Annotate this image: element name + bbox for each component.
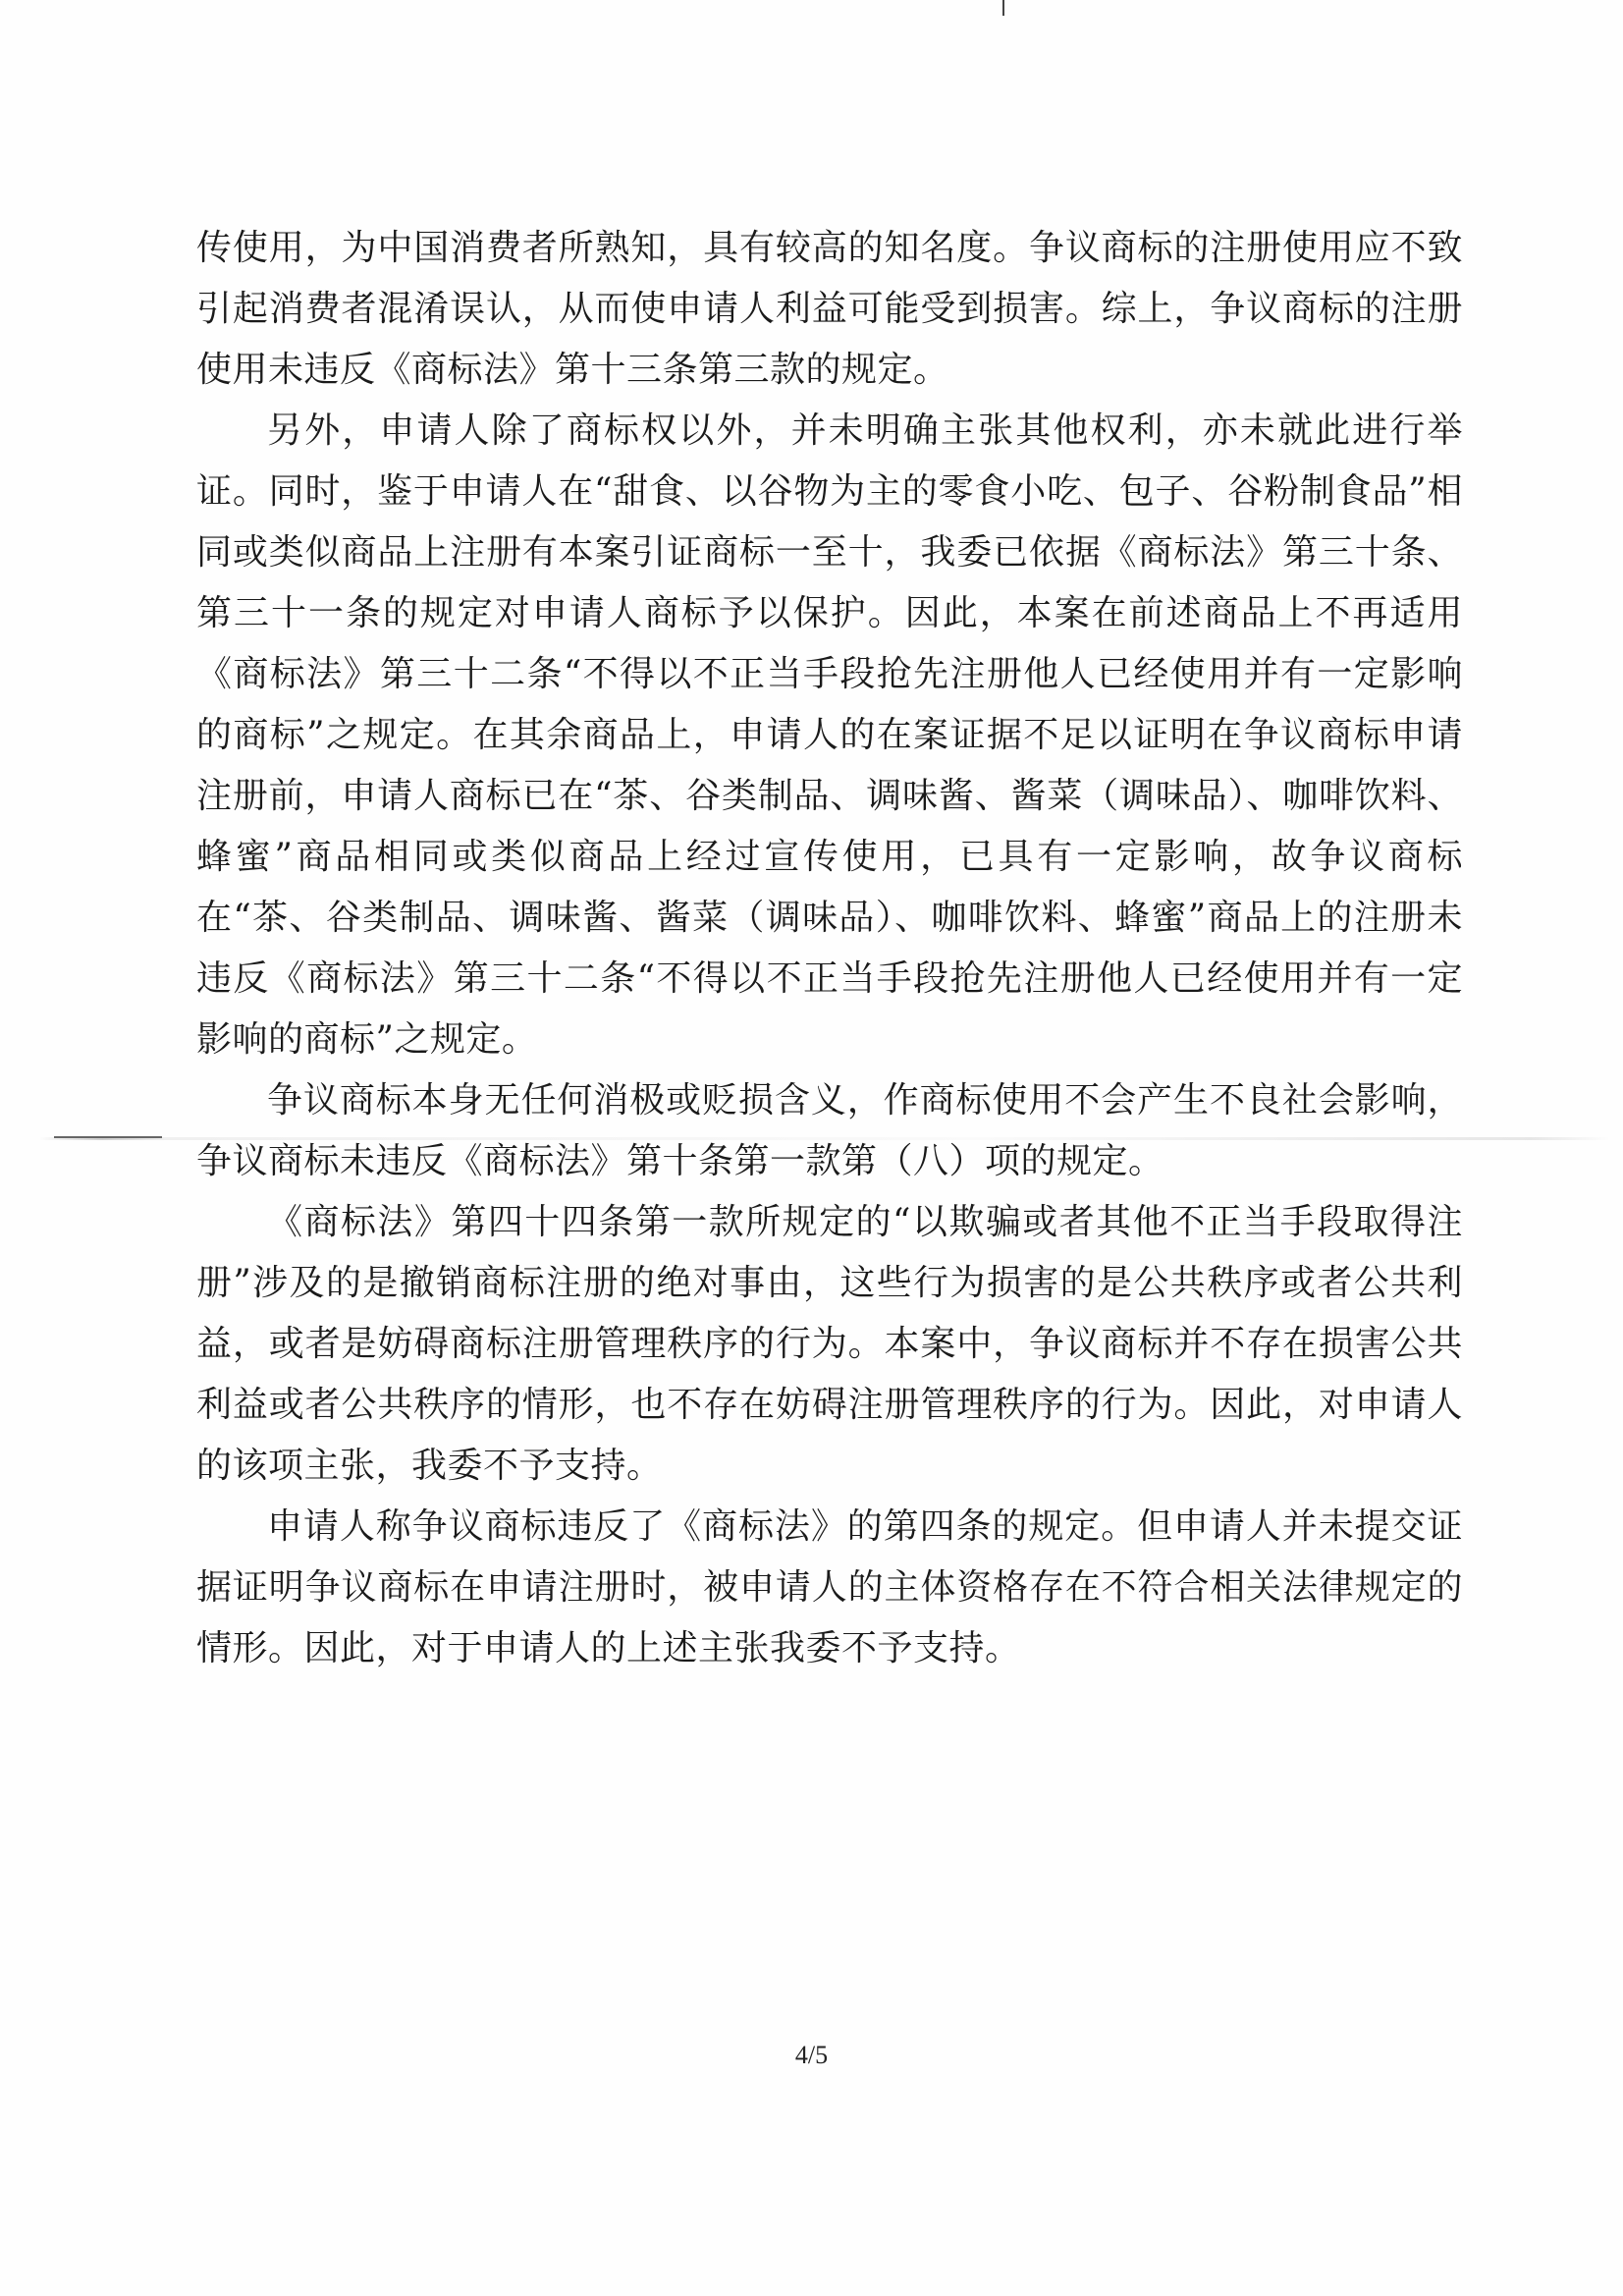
paragraph: 《商标法》第四十四条第一款所规定的“以欺骗或者其他不正当手段取得注册”涉及的是撤销商标注册的绝对事由，这些行为损害的是公共秩序或者公共利益，或者是妨碍商标注册管理秩序的行为。本案中，争议商标并不存在损害公共利益或者公共秩序的情形，也不存在妨碍注册管理秩序的行为。因此，对申请人的该项主张，我委不予支持。 xyxy=(196,1202,1463,1486)
paragraph: 申请人称争议商标违反了《商标法》的第四条的规定。但申请人并未提交证据证明争议商标在申请注册时，被申请人的主体资格存在不符合相关法律规定的情形。因此，对于申请人的上述主张我委不予支持。 xyxy=(196,1506,1463,1668)
scan-mark xyxy=(54,1136,162,1138)
paragraph: 传使用，为中国消费者所熟知，具有较高的知名度。争议商标的注册使用应不致引起消费者混淆误认，从而使申请人利益可能受到损害。综上，争议商标的注册使用未违反《商标法》第十三条第三款的规定。 xyxy=(196,228,1463,390)
page-number: 4/5 xyxy=(794,2041,829,2069)
body-text xyxy=(196,218,1463,1679)
paragraph: 另外，申请人除了商标权以外，并未明确主张其他权利，亦未就此进行举证。同时，鉴于申请人在“甜食、以谷物为主的零食小吃、包子、谷粉制食品”相同或类似商品上注册有本案引证商标一至十，我委已依据《商标法》第三十条、第三十一条的规定对申请人商标予以保护。因此，本案在前述商品上不再适用《商标法》第三十二条“不得以不正当手段抢先注册他人已经使用并有一定影响的商标”之规定。在其余商品上，申请人的在案证据不足以证明在争议商标申请注册前，申请人商标已在“茶、谷类制品、调味酱、酱菜（调味品）、咖啡饮料、蜂蜜”商品相同或类似商品上经过宣传使用，已具有一定影响，故争议商标在“茶、谷类制品、调味酱、酱菜（调味品）、咖啡饮料、蜂蜜”商品上的注册未违反《商标法》第三十二条“不得以不正当手段抢先注册他人已经使用并有一定影响的商标”之规定。 xyxy=(196,410,1463,1060)
scan-mark xyxy=(1002,0,1004,16)
paragraph: 争议商标本身无任何消极或贬损含义，作商标使用不会产生不良社会影响，争议商标未违反《商标法》第十条第一款第（八）项的规定。 xyxy=(196,1080,1463,1181)
